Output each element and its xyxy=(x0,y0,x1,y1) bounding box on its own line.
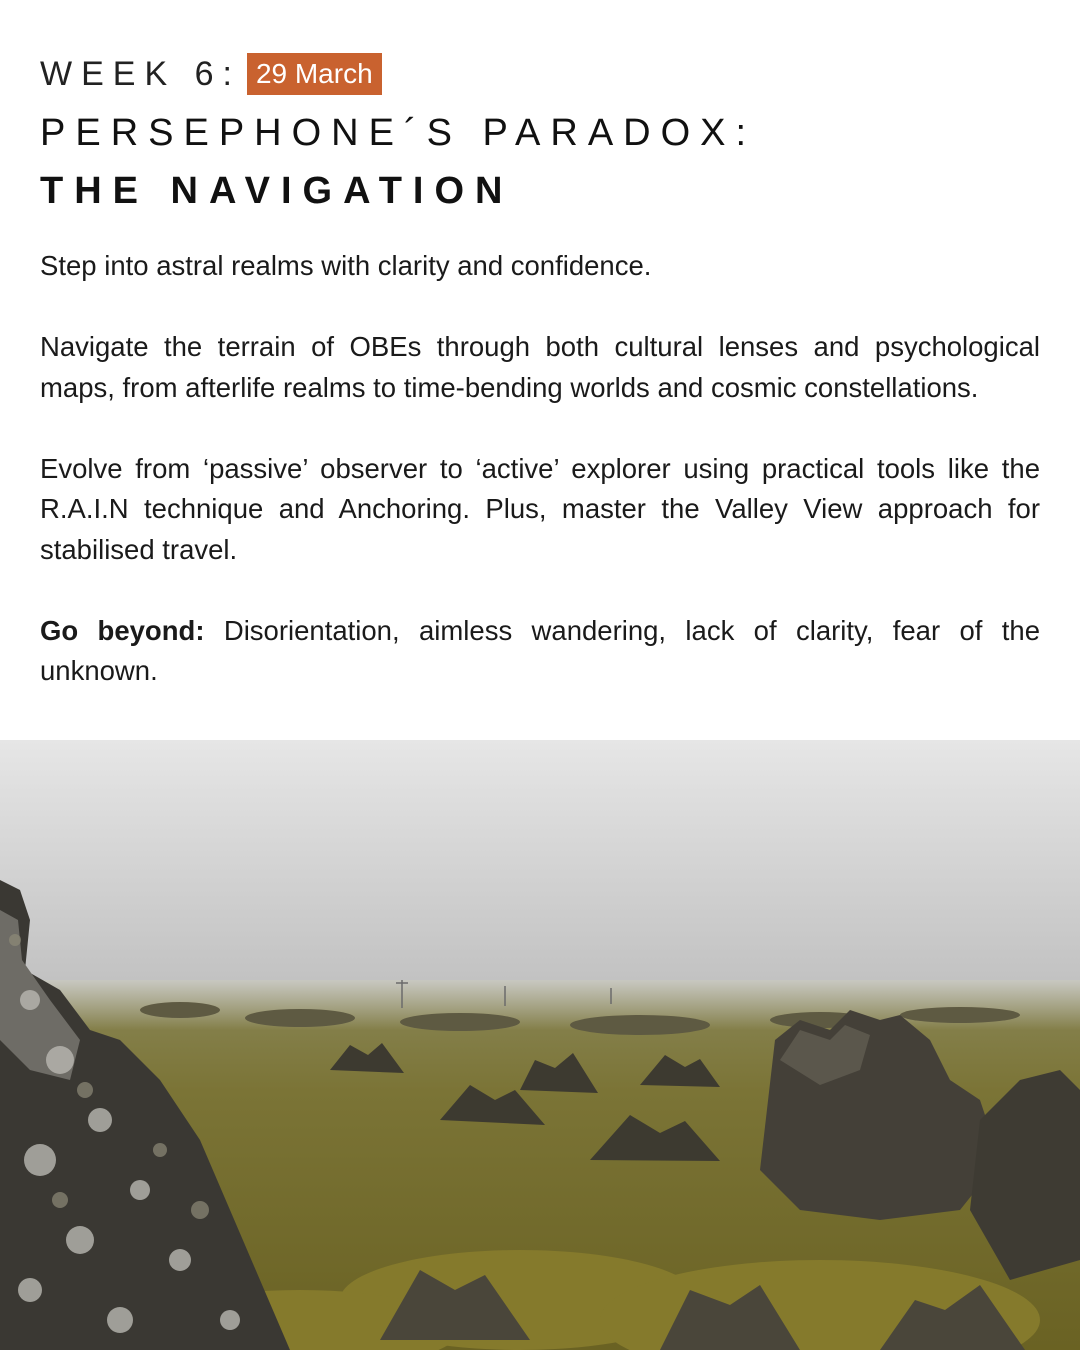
week-header xyxy=(40,52,382,96)
evolve-paragraph: Evolve from ‘passive’ observer to ‘active’ explorer using practical tools like the R.A.I.N technique and Anchoring. Plus, master the Valley View approach for stabilised travel. xyxy=(40,452,1040,565)
go-beyond-paragraph xyxy=(40,611,1040,692)
lava-field-photo xyxy=(0,740,1080,1350)
date-badge: 29 March xyxy=(247,53,382,95)
page-subtitle: THE NAVIGATION xyxy=(40,170,514,212)
navigate-paragraph: Navigate the terrain of OBEs through both cultural lenses and psychological maps, from afterlife realms to time-bending worlds and cosmic constellations. xyxy=(40,331,1040,403)
week-label: WEEK 6: xyxy=(40,55,241,93)
page-title: PERSEPHONE´S PARADOX: xyxy=(40,112,757,154)
go-beyond-label: Go beyond: xyxy=(40,614,205,646)
description xyxy=(40,246,1040,692)
go-beyond-text: Disorientation, aimless wandering, lack of clarity, fear of the unknown. xyxy=(40,614,1040,686)
landscape-illustration xyxy=(0,740,1080,1350)
intro-paragraph: Step into astral realms with clarity and confidence. xyxy=(40,250,652,281)
